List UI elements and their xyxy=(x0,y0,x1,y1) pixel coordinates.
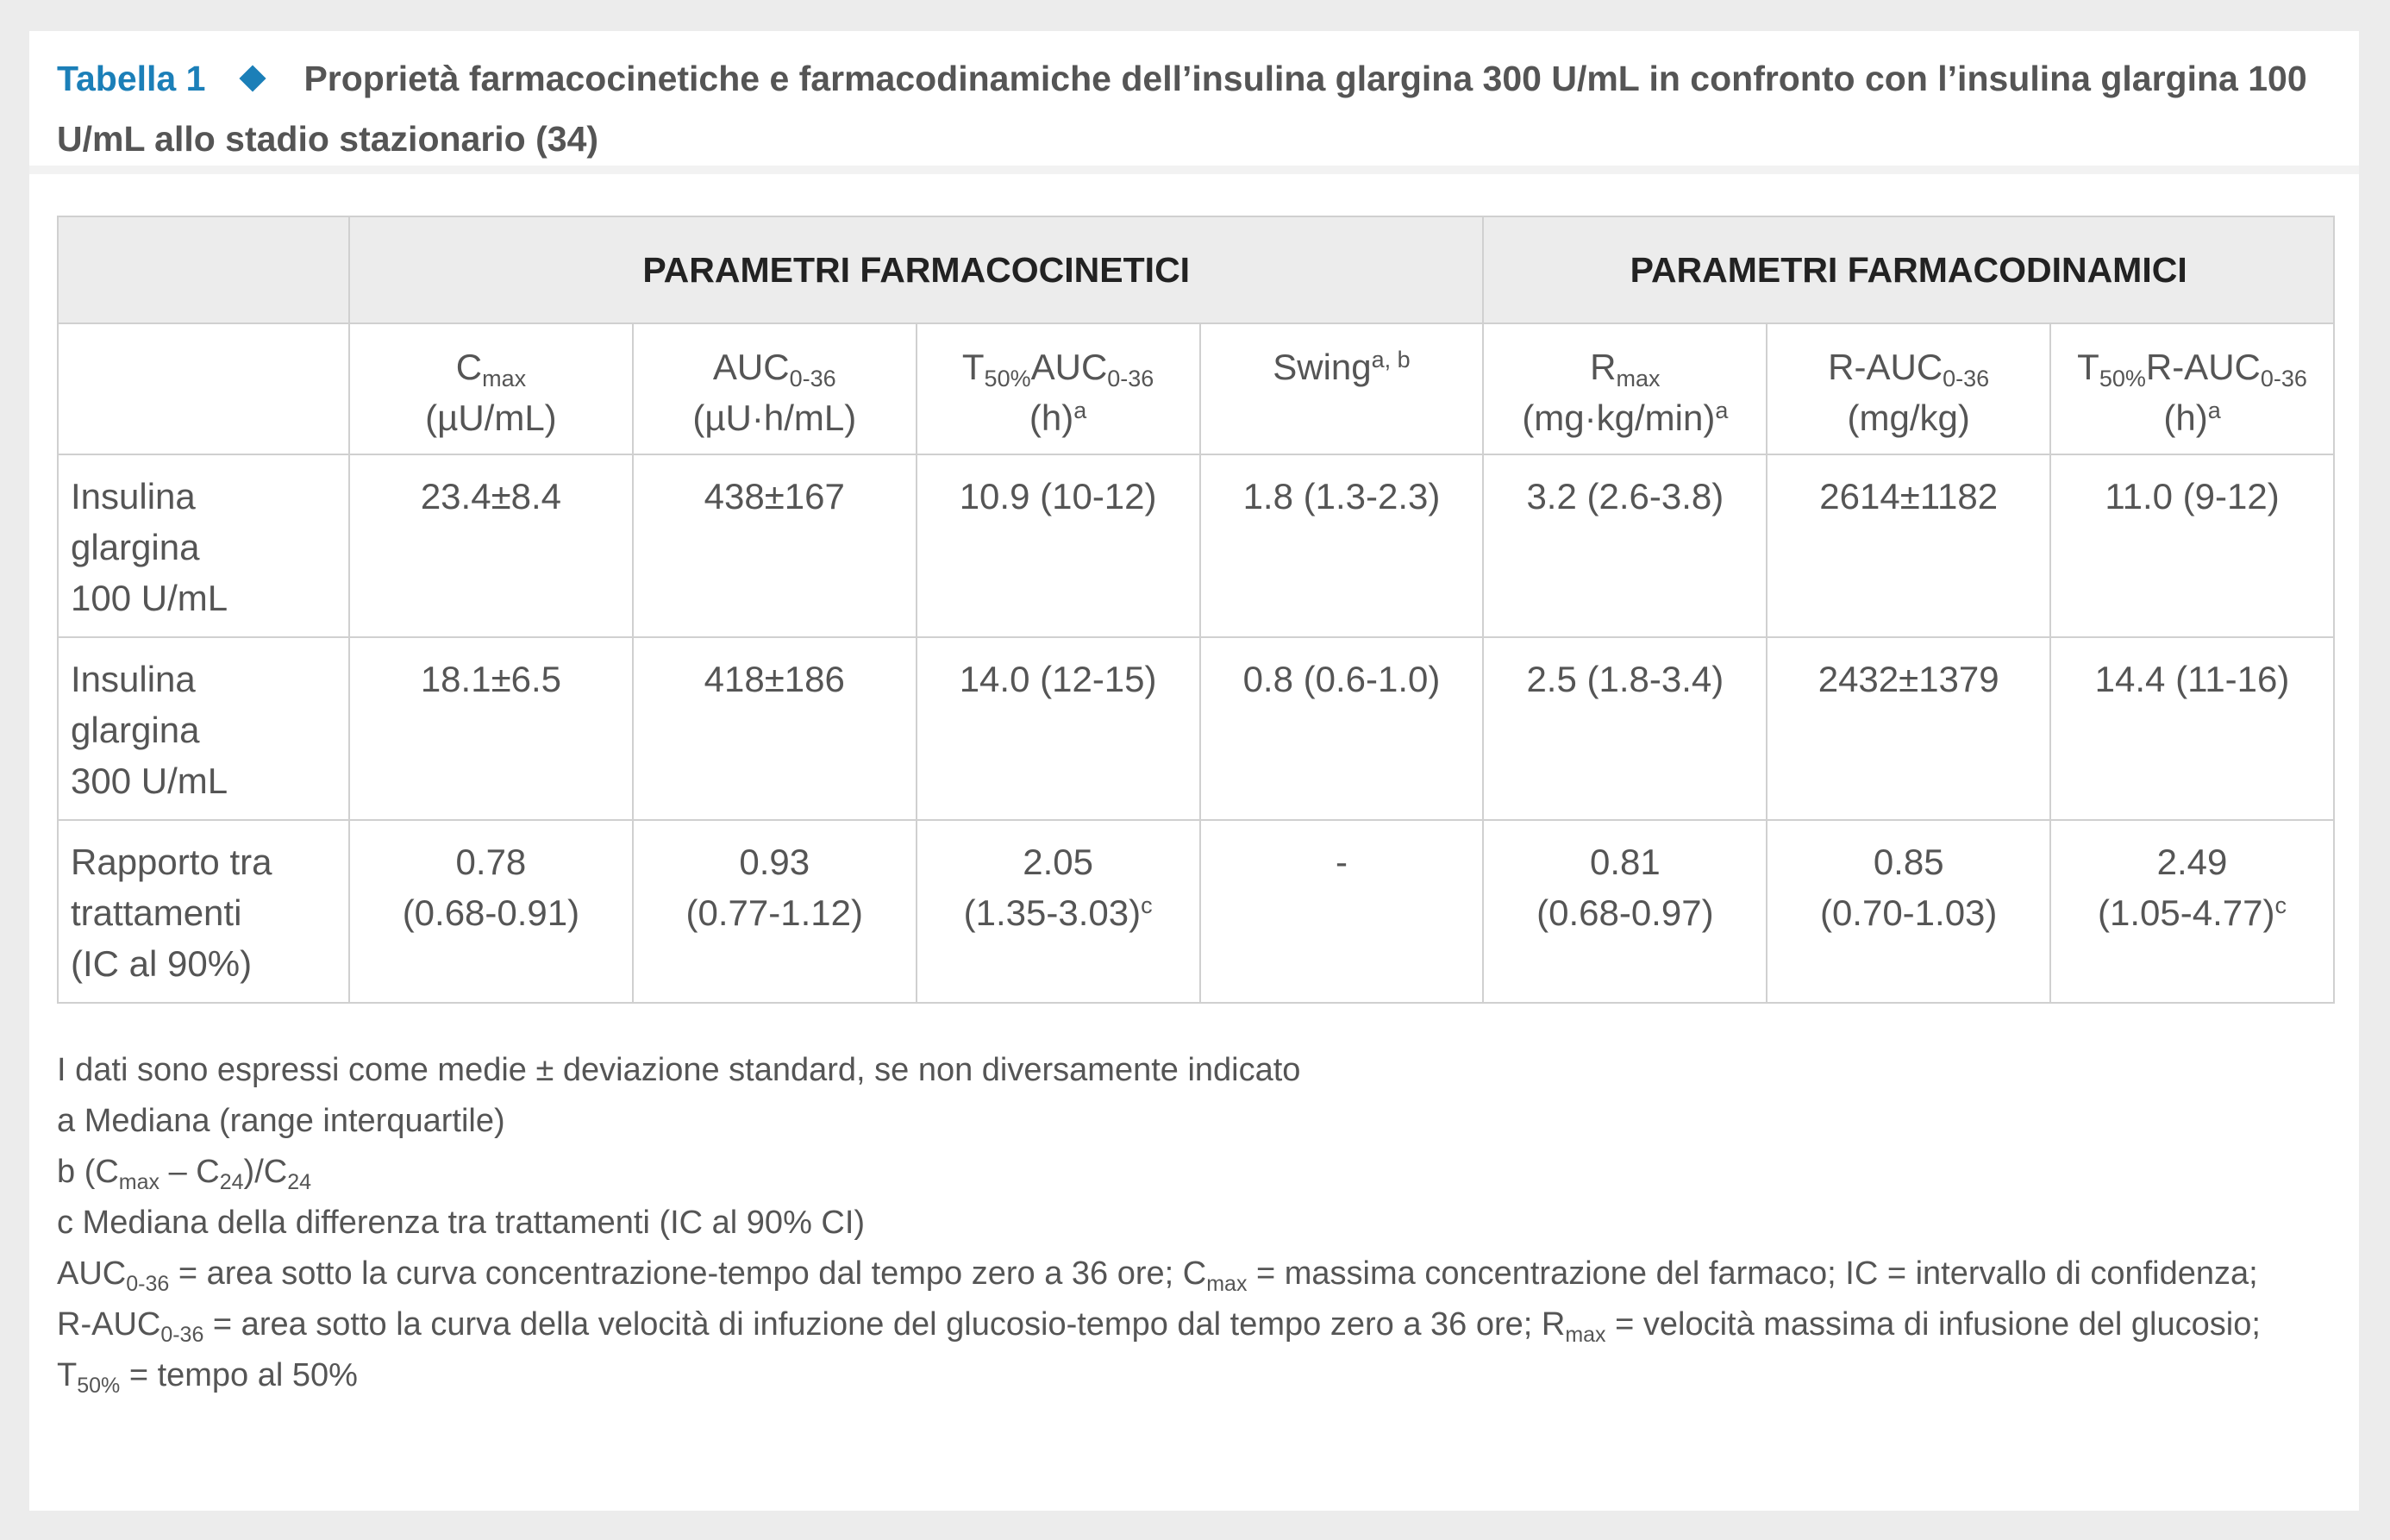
cell-cmax: 18.1±6.5 xyxy=(349,637,633,820)
pk-group-header: PARAMETRI FARMACOCINETICI xyxy=(349,216,1483,323)
pharmacology-table xyxy=(57,216,2335,1004)
cell-t50-r-auc: 11.0 (9-12) xyxy=(2050,454,2334,637)
cell-t50-auc: 2.05 $(1.35-3.03)^c$ xyxy=(917,820,1200,1003)
footnote-a: a Mediana (range interquartile) xyxy=(57,1103,505,1139)
table-footnotes xyxy=(57,1045,2342,1401)
cell-t50-auc: 10.9 (10-12) xyxy=(917,454,1200,637)
empty-header-cell xyxy=(58,323,349,454)
cell-t50-r-auc: 14.4 (11-16) xyxy=(2050,637,2334,820)
caption-label: Tabella 1 xyxy=(57,59,206,98)
row-label: Insulina glargina 300 U/mL xyxy=(58,637,349,820)
footnote-c: c Mediana della differenza tra trattamenti (IC al 90% CI) xyxy=(57,1205,866,1241)
caption-band xyxy=(29,31,2359,174)
diamond-icon xyxy=(240,66,266,92)
table-row xyxy=(58,454,2334,637)
corner-cell xyxy=(58,216,349,323)
cell-auc: 0.93 (0.77-1.12) xyxy=(633,820,917,1003)
table-caption xyxy=(57,48,2333,169)
table-row xyxy=(58,820,2334,1003)
cell-t50-auc: 14.0 (12-15) xyxy=(917,637,1200,820)
header-cmax: $C_{max}$ (µU/mL) xyxy=(349,323,633,454)
header-t50-auc: $T_{50\%}AUC_{0-36}$ $(h)^a$ xyxy=(917,323,1200,454)
column-header-row xyxy=(58,323,2334,454)
caption-text: Proprietà farmacocinetiche e farmacodinamiche dell’insulina glargina 300 U/mL in confronto con l’insulina glargina 100 U/mL allo stadio stazionario (34) xyxy=(57,59,2307,159)
header-swing: Swing$^{a, b}$ xyxy=(1200,323,1484,454)
footnote-abbrev-3: $T_{50\%}$ = tempo al 50% xyxy=(57,1357,358,1398)
cell-r-auc: 2432±1379 xyxy=(1767,637,2050,820)
cell-swing: - xyxy=(1200,820,1484,1003)
cell-t50-r-auc: 2.49 $(1.05-4.77)^c$ xyxy=(2050,820,2334,1003)
header-auc: $AUC_{0-36}$ (µU·h/mL) xyxy=(633,323,917,454)
cell-swing: 0.8 (0.6-1.0) xyxy=(1200,637,1484,820)
cell-rmax: 0.81 (0.68-0.97) xyxy=(1483,820,1767,1003)
cell-rmax: 2.5 (1.8-3.4) xyxy=(1483,637,1767,820)
cell-auc: 438±167 xyxy=(633,454,917,637)
cell-rmax: 3.2 (2.6-3.8) xyxy=(1483,454,1767,637)
footnote-line: I dati sono espressi come medie ± deviazione standard, se non diversamente indicato xyxy=(57,1052,1301,1088)
table-panel xyxy=(29,31,2359,1511)
cell-r-auc: 0.85 (0.70-1.03) xyxy=(1767,820,2050,1003)
pd-group-header: PARAMETRI FARMACODINAMICI xyxy=(1483,216,2334,323)
footnote-abbrev-2: $R-AUC_{0-36}$ = area sotto la curva della velocità di infuzione del glucosio-tempo dal tempo zero a 36 ore; $R_{max}$ = velocità massima di infusione del glucosio; xyxy=(57,1306,2261,1347)
footnote-b: b $(C_{max} - C_{24})/C_{24}$ xyxy=(57,1154,312,1194)
row-label: Rapporto tra trattamenti (IC al 90%) xyxy=(58,820,349,1003)
cell-swing: 1.8 (1.3-2.3) xyxy=(1200,454,1484,637)
footnote-abbrev-1: $AUC_{0-36}$ = area sotto la curva concentrazione-tempo dal tempo zero a 36 ore; $C_{max}$ = massima concentrazione del farmaco; IC = intervallo di confidenza; xyxy=(57,1255,2258,1296)
header-t50-r-auc: $T_{50\%}R-AUC_{0-36}$ $(h)^a$ xyxy=(2050,323,2334,454)
table-row xyxy=(58,637,2334,820)
group-header-row xyxy=(58,216,2334,323)
header-rmax: $R_{max}$ $(mg\cdot kg/\min)^a$ xyxy=(1483,323,1767,454)
row-label: Insulina glargina 100 U/mL xyxy=(58,454,349,637)
cell-cmax: 23.4±8.4 xyxy=(349,454,633,637)
cell-auc: 418±186 xyxy=(633,637,917,820)
cell-cmax: 0.78 (0.68-0.91) xyxy=(349,820,633,1003)
cell-r-auc: 2614±1182 xyxy=(1767,454,2050,637)
header-r-auc: $R-AUC_{0-36}$ (mg/kg) xyxy=(1767,323,2050,454)
